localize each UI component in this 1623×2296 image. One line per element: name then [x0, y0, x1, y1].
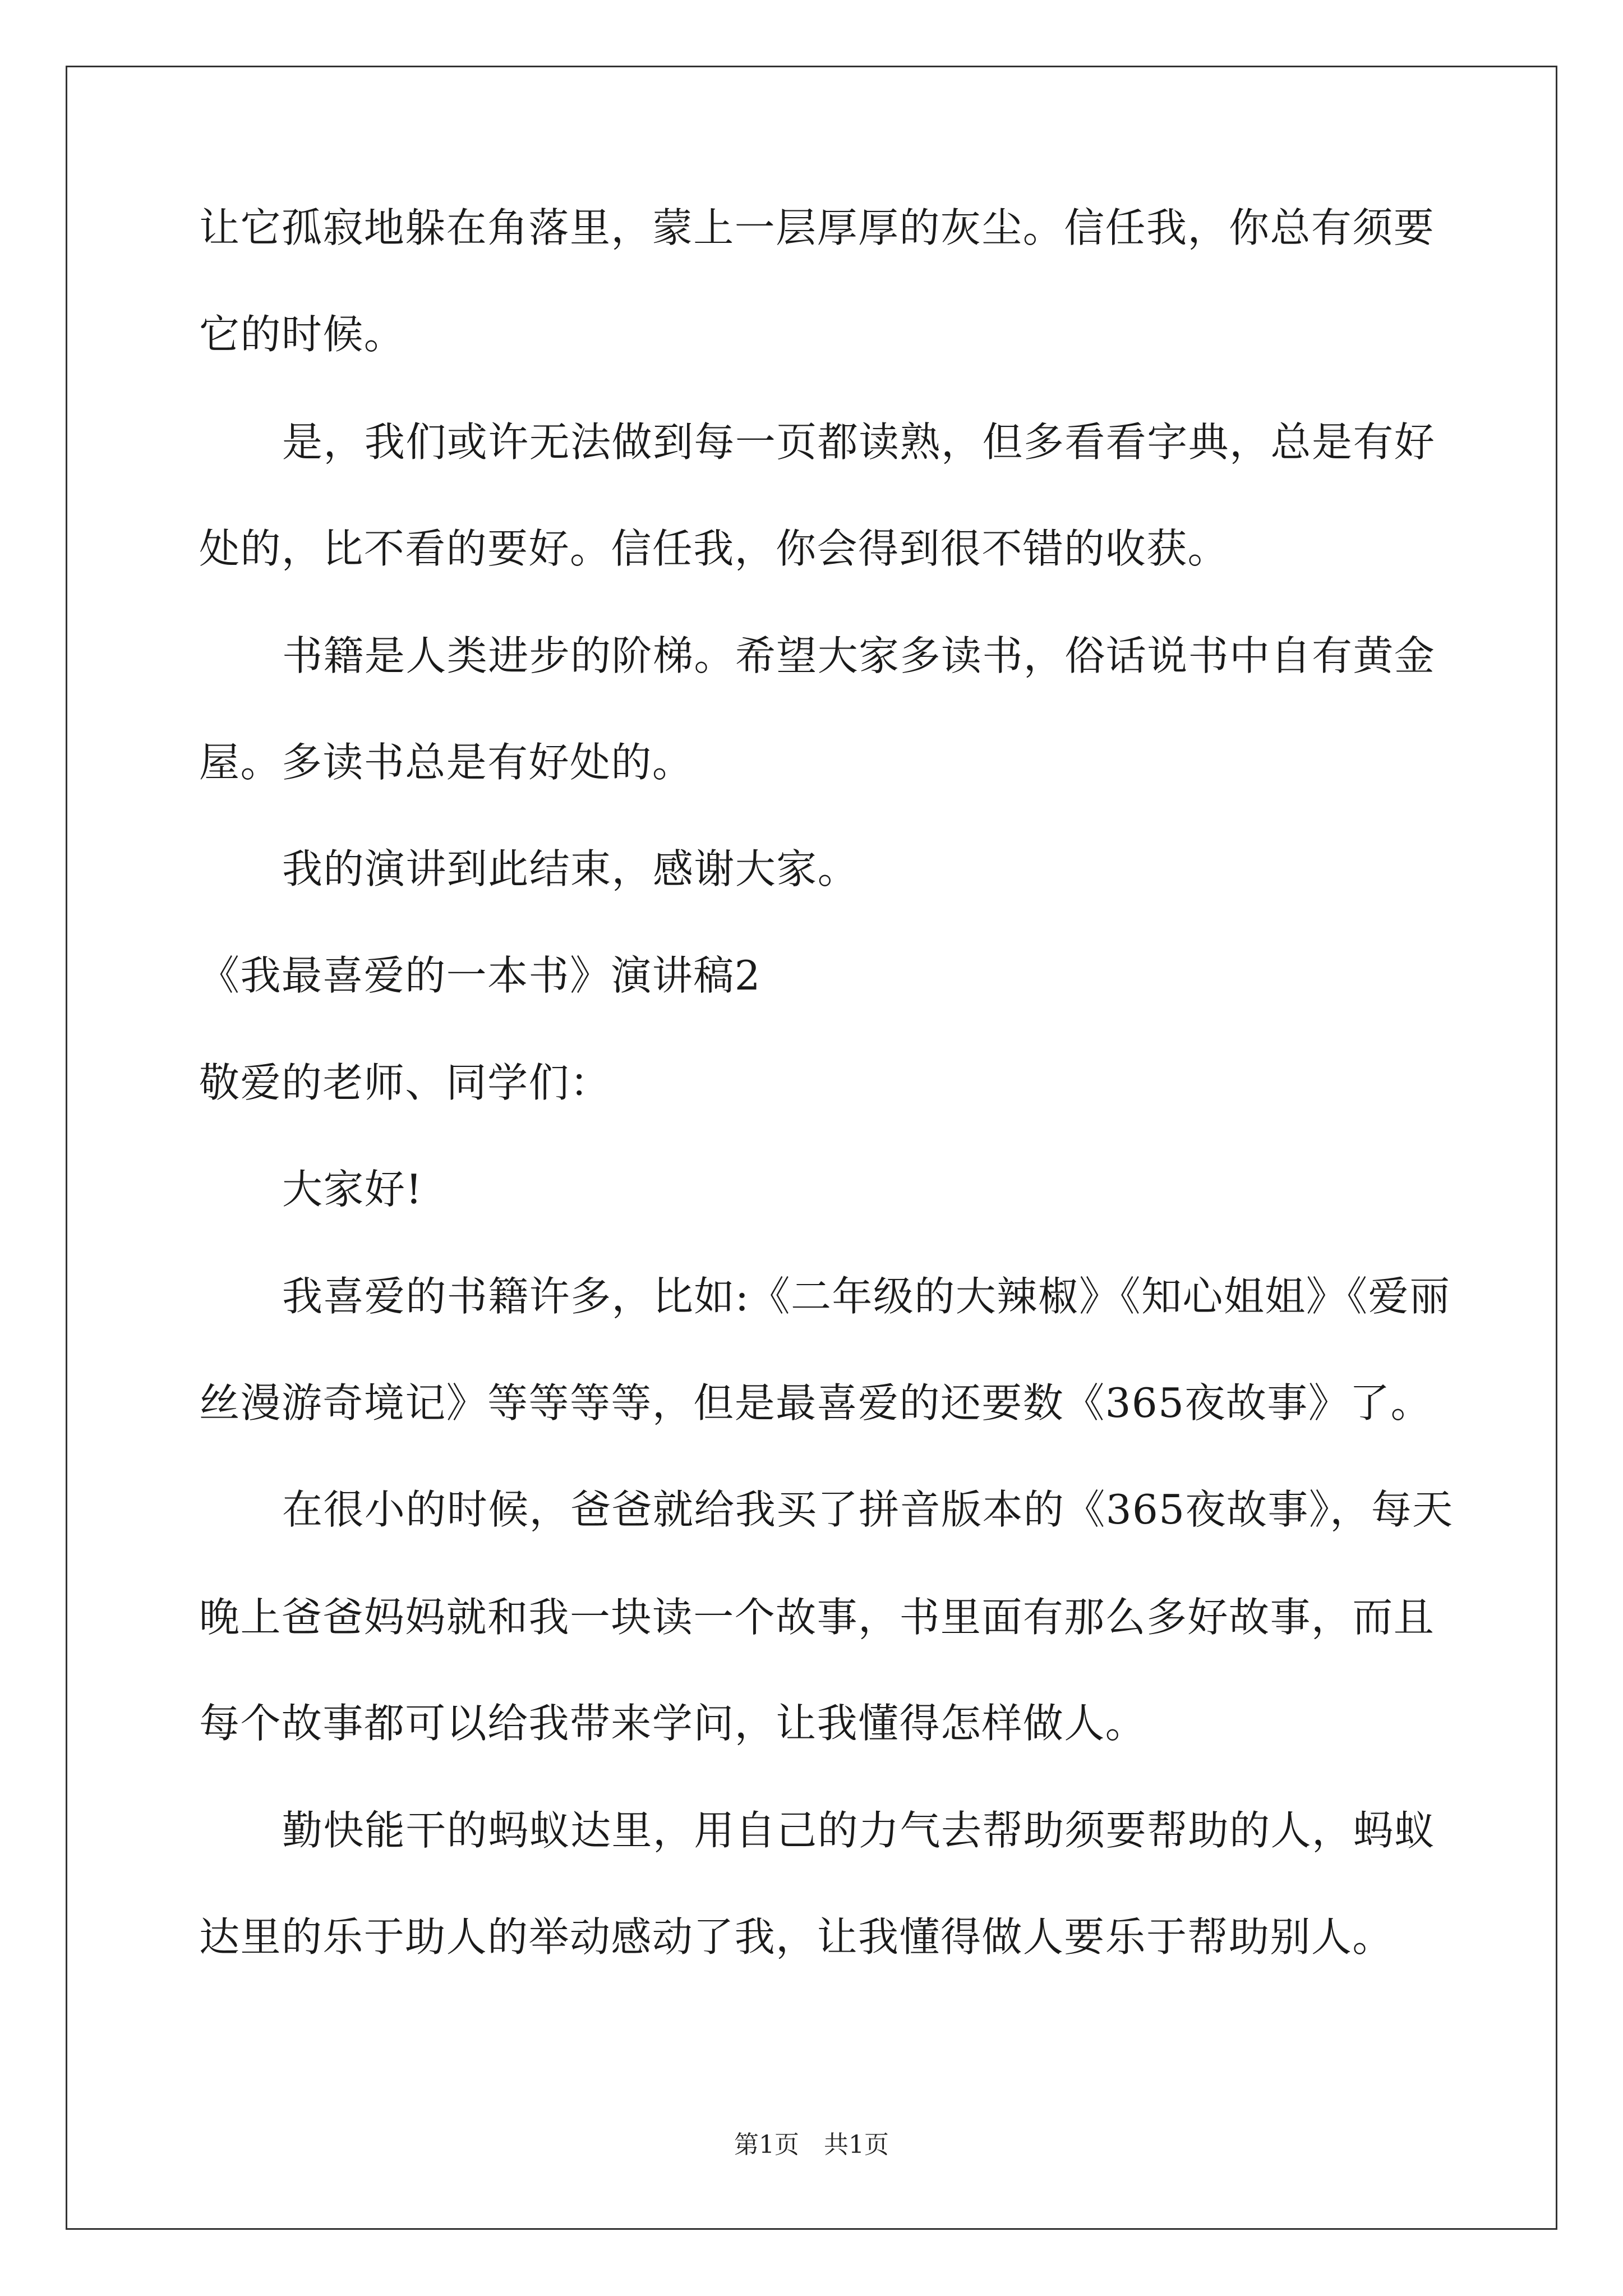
paragraph-line: 达里的乐于助人的举动感动了我，让我懂得做人要乐于帮助别人。 — [199, 1913, 1394, 1961]
page-footer — [0, 2133, 1623, 2157]
section-title: 《我最喜爱的一本书》演讲稿2 — [199, 952, 761, 999]
paragraph-line: 我的演讲到此结束，感谢大家。 — [282, 845, 859, 892]
salutation: 敬爱的老师、同学们： — [199, 1059, 611, 1106]
paragraph-line: 处的，比不看的要好。信任我，你会得到很不错的收获。 — [199, 525, 1229, 572]
paragraph-line: 它的时候。 — [199, 311, 405, 358]
paragraph-line: 丝漫游奇境记》等等等等，但是最喜爱的还要数《365夜故事》了。 — [199, 1379, 1432, 1427]
greeting: 大家好! — [282, 1166, 423, 1213]
paragraph-line: 晚上爸爸妈妈就和我一块读一个故事，书里面有那么多好故事，而且 — [199, 1594, 1435, 1641]
page-number: 第1页 共1页 — [734, 2131, 889, 2159]
paragraph-line: 每个故事都可以给我带来学问，让我懂得怎样做人。 — [199, 1700, 1147, 1747]
paragraph-line: 勤快能干的蚂蚁达里，用自己的力气去帮助须要帮助的人，蚂蚁 — [282, 1807, 1436, 1854]
paragraph-line: 书籍是人类进步的阶梯。希望大家多读书，俗话说书中自有黄金 — [282, 632, 1436, 679]
paragraph-line: 屋。多读书总是有好处的。 — [199, 739, 694, 786]
paragraph-line: 让它孤寂地躲在角落里，蒙上一层厚厚的灰尘。信任我，你总有须要 — [199, 204, 1435, 251]
page-border — [66, 66, 1557, 2230]
paragraph-line: 我喜爱的书籍许多，比如:《二年级的大辣椒》《知心姐姐》《爱丽 — [282, 1273, 1451, 1320]
paragraph-line: 是，我们或许无法做到每一页都读熟，但多看看字典，总是有好 — [282, 418, 1436, 466]
paragraph-line: 在很小的时候，爸爸就给我买了拼音版本的《365夜故事》，每天 — [282, 1486, 1454, 1533]
